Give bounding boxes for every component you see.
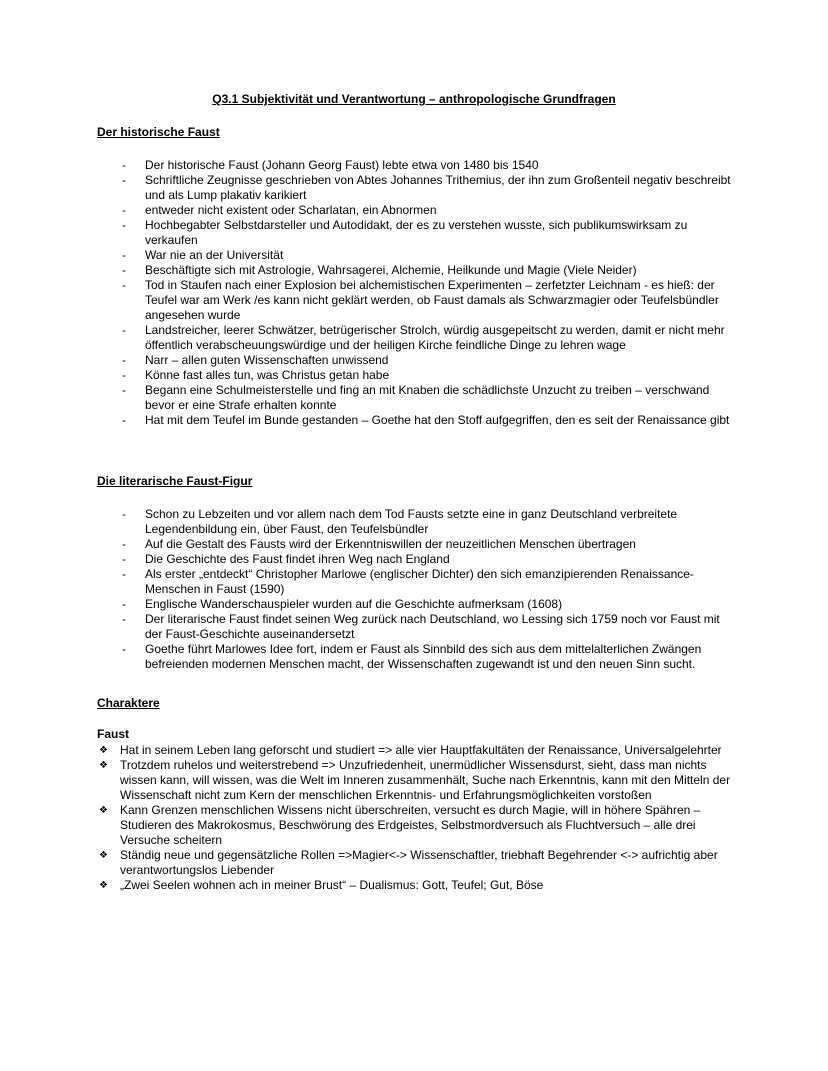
list-item	[97, 278, 731, 323]
section-charaktere	[97, 696, 731, 893]
bullet-list	[97, 158, 731, 428]
bullet-marker: -	[122, 612, 126, 626]
bullet-marker: ❖	[99, 805, 108, 816]
list-item	[97, 803, 731, 848]
bullet-marker: -	[122, 173, 126, 187]
list-item	[97, 203, 731, 218]
list-item	[97, 218, 731, 248]
list-item-text: Als erster „entdeckt“ Christopher Marlowe (englischer Dichter) den sich emanzipierenden Renaissance-Menschen in Faust (1590)	[145, 567, 694, 596]
bullet-list	[97, 507, 731, 672]
bullet-marker: -	[122, 507, 126, 521]
bullet-marker: -	[122, 218, 126, 232]
bullet-marker: ❖	[99, 880, 108, 891]
bullet-marker: -	[122, 552, 126, 566]
bullet-marker: -	[122, 642, 126, 656]
bullet-marker: ❖	[99, 850, 108, 861]
list-item	[97, 368, 731, 383]
list-item	[97, 537, 731, 552]
list-item	[97, 353, 731, 368]
list-item	[97, 158, 731, 173]
list-item-text: Der literarische Faust findet seinen Weg zurück nach Deutschland, wo Lessing sich 1759 noch vor Faust mit der Faust-Geschichte auseinandersetzt	[145, 612, 720, 641]
page-title: Q3.1 Subjektivität und Verantwortung – anthropologische Grundfragen	[212, 92, 616, 106]
list-item-text: Kann Grenzen menschlichen Wissens nicht überschreiten, versucht es durch Magie, will in höhere Spähren – Studieren des Makrokosmus, Beschwörung des Erdgeistes, Selbstmordversuch als Fluchtversuch – alle drei Versuche scheitern	[120, 803, 701, 847]
bullet-list	[97, 743, 731, 893]
section-heading: Der historische Faust	[97, 125, 220, 139]
list-item-text: Hat in seinem Leben lang geforscht und studiert => alle vier Hauptfakultäten der Renaissance, Universalgelehrter	[120, 743, 722, 757]
bullet-marker: ❖	[99, 760, 108, 771]
list-item-text: Die Geschichte des Faust findet ihren Weg nach England	[145, 552, 450, 566]
bullet-marker: -	[122, 353, 126, 367]
section-der-historische-faust	[97, 125, 731, 428]
bullet-marker: -	[122, 158, 126, 172]
list-item-text: Trotzdem ruhelos und weiterstrebend => Unzufriedenheit, unermüdlicher Wissensdurst, sieht, dass man nichts wissen kann, will wissen, was die Welt im Inneren zusammenhält, Suche nach Erkenntnis, kann mit den Mitteln der Wissenschaft nicht zum Kern der menschlichen Erkenntnis- und Erfahrungsmöglichkeiten vorstoßen	[120, 758, 731, 802]
list-item	[97, 323, 731, 353]
bullet-marker: -	[122, 413, 126, 427]
list-item	[97, 848, 731, 878]
list-item-text: Schriftliche Zeugnisse geschrieben von Abtes Johannes Trithemius, der ihn zum Großenteil negativ beschreibt und als Lump plakativ karikiert	[145, 173, 731, 202]
section-die-literarische-faust-figur	[97, 474, 731, 672]
list-item	[97, 597, 731, 612]
list-item	[97, 612, 731, 642]
list-item	[97, 743, 731, 758]
bullet-marker: -	[122, 368, 126, 382]
list-item-text: Goethe führt Marlowes Idee fort, indem er Faust als Sinnbild des sich aus dem mittelalterlichen Zwängen befreienden modernen Menschen macht, der Wissenschaften zugewandt ist und den neuen Sinn sucht.	[145, 642, 702, 671]
list-item	[97, 173, 731, 203]
list-item-text: Hochbegabter Selbstdarsteller und Autodidakt, der es zu verstehen wusste, sich publikumswirksam zu verkaufen	[145, 218, 688, 247]
bullet-marker: -	[122, 248, 126, 262]
list-item-text: Narr – allen guten Wissenschaften unwissend	[145, 353, 389, 367]
section-heading: Die literarische Faust-Figur	[97, 474, 253, 488]
bullet-marker: -	[122, 323, 126, 337]
bullet-marker: -	[122, 567, 126, 581]
bullet-marker: -	[122, 278, 126, 292]
bullet-marker: -	[122, 537, 126, 551]
list-item	[97, 878, 731, 893]
bullet-marker: -	[122, 263, 126, 277]
list-item	[97, 642, 731, 672]
list-item-text: Englische Wanderschauspieler wurden auf die Geschichte aufmerksam (1608)	[145, 597, 563, 611]
list-item-text: Der historische Faust (Johann Georg Faust) lebte etwa von 1480 bis 1540	[145, 158, 539, 172]
list-item	[97, 567, 731, 597]
list-item-text: Tod in Staufen nach einer Explosion bei alchemistischen Experimenten – zerfetzter Leichnam - es hieß: der Teufel war am Werk /es kann nicht geklärt werden, ob Faust damals als Schwarzmagier oder Teufelsbündler angesehen wurde	[145, 278, 719, 322]
list-item	[97, 413, 731, 428]
bullet-marker: -	[122, 597, 126, 611]
list-item-text: Auf die Gestalt des Fausts wird der Erkenntniswillen der neuzeitlichen Menschen übertragen	[145, 537, 636, 551]
list-item-text: „Zwei Seelen wohnen ach in meiner Brust“ – Dualismus: Gott, Teufel; Gut, Böse	[120, 878, 544, 892]
list-item	[97, 507, 731, 537]
list-item-text: Ständig neue und gegensätzliche Rollen =>Magier<-> Wissenschaftler, triebhaft Begehrender <-> aufrichtig aber verantwortungslos Liebender	[120, 848, 718, 877]
list-item	[97, 248, 731, 263]
section-subheading: Faust	[97, 727, 130, 741]
list-item-text: Hat mit dem Teufel im Bunde gestanden – Goethe hat den Stoff aufgegriffen, den es seit der Renaissance gibt	[145, 413, 730, 427]
list-item-text: Schon zu Lebzeiten und vor allem nach dem Tod Fausts setzte eine in ganz Deutschland verbreitete Legendenbildung ein, über Faust, den Teufelsbündler	[145, 507, 678, 536]
section-heading: Charaktere	[97, 696, 160, 710]
list-item-text: entweder nicht existent oder Scharlatan, ein Abnormen	[145, 203, 437, 217]
bullet-marker: -	[122, 383, 126, 397]
bullet-marker: -	[122, 203, 126, 217]
list-item-text: Begann eine Schulmeisterstelle und fing an mit Knaben die schädlichste Unzucht zu treiben – verschwand bevor er eine Strafe erhalten konnte	[145, 383, 710, 412]
list-item	[97, 758, 731, 803]
list-item	[97, 552, 731, 567]
list-item-text: Landstreicher, leerer Schwätzer, betrügerischer Strolch, würdig ausgepeitscht zu werden, damit er nicht mehr öffentlich verabscheuungswürdige und der heiligen Kirche feindliche Dinge zu lehren wage	[145, 323, 725, 352]
bullet-marker: ❖	[99, 745, 108, 756]
list-item	[97, 383, 731, 413]
list-item-text: Beschäftigte sich mit Astrologie, Wahrsagerei, Alchemie, Heilkunde und Magie (Viele Neider)	[145, 263, 637, 277]
list-item-text: Könne fast alles tun, was Christus getan habe	[145, 368, 390, 382]
list-item	[97, 263, 731, 278]
list-item-text: War nie an der Universität	[145, 248, 284, 262]
